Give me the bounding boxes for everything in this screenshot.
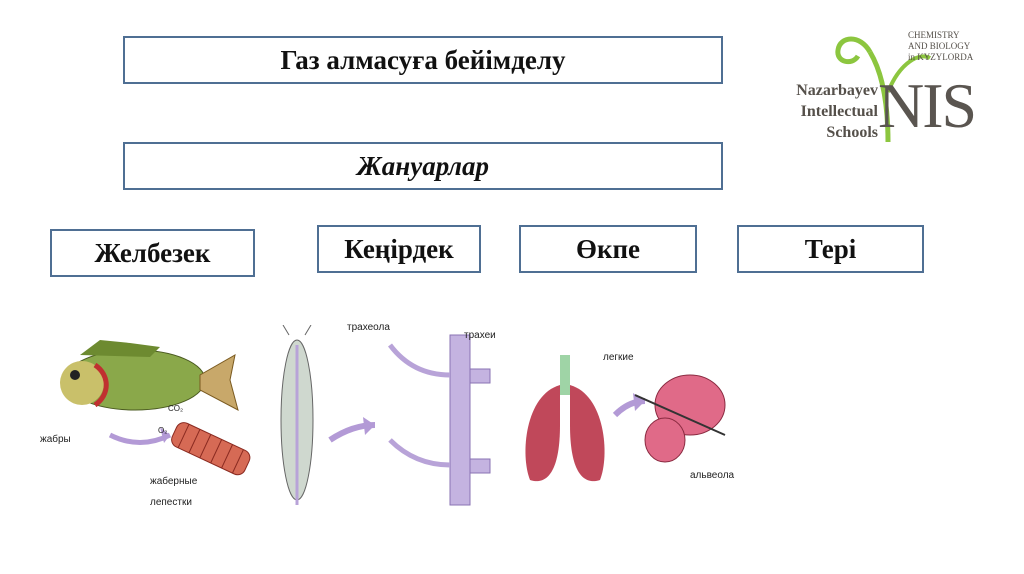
label-gill-plates-2: лепестки [150, 497, 192, 508]
logo-tagline: CHEMISTRY AND BIOLOGY in KYZYLORDA [908, 30, 974, 62]
label-co2: CO₂ [168, 404, 184, 413]
label-tracheole: трахеола [347, 322, 390, 333]
logo-letters: NIS [878, 70, 976, 141]
category-lungs [519, 225, 697, 273]
category-trachea [317, 225, 481, 273]
label-gills: жабры [40, 434, 71, 445]
logo-school-name: Nazarbayev Intellectual Schools [796, 82, 878, 141]
category-trachea-label: Кеңірдек [344, 233, 454, 264]
page-title-text: Газ алмасуға бейімделу [280, 44, 566, 75]
label-alveolus: альвеола [690, 470, 735, 481]
section-heading-text: Жануарлар [356, 150, 490, 181]
category-skin-label: Тері [804, 233, 857, 264]
label-lungs: легкие [603, 352, 634, 363]
nis-logo [760, 22, 990, 152]
category-skin [737, 225, 924, 273]
label-o2: O₂ [158, 426, 168, 435]
section-heading [123, 142, 723, 190]
fish-gills-illustration [40, 335, 265, 515]
label-trachea: трахеи [464, 330, 496, 341]
page-title [123, 36, 723, 84]
category-lungs-label: Өкпе [575, 233, 641, 264]
category-gills-label: Желбезек [94, 237, 211, 268]
label-gill-plates-1: жаберные [150, 476, 198, 487]
category-gills [50, 229, 255, 277]
trachea-illustration [265, 325, 505, 515]
